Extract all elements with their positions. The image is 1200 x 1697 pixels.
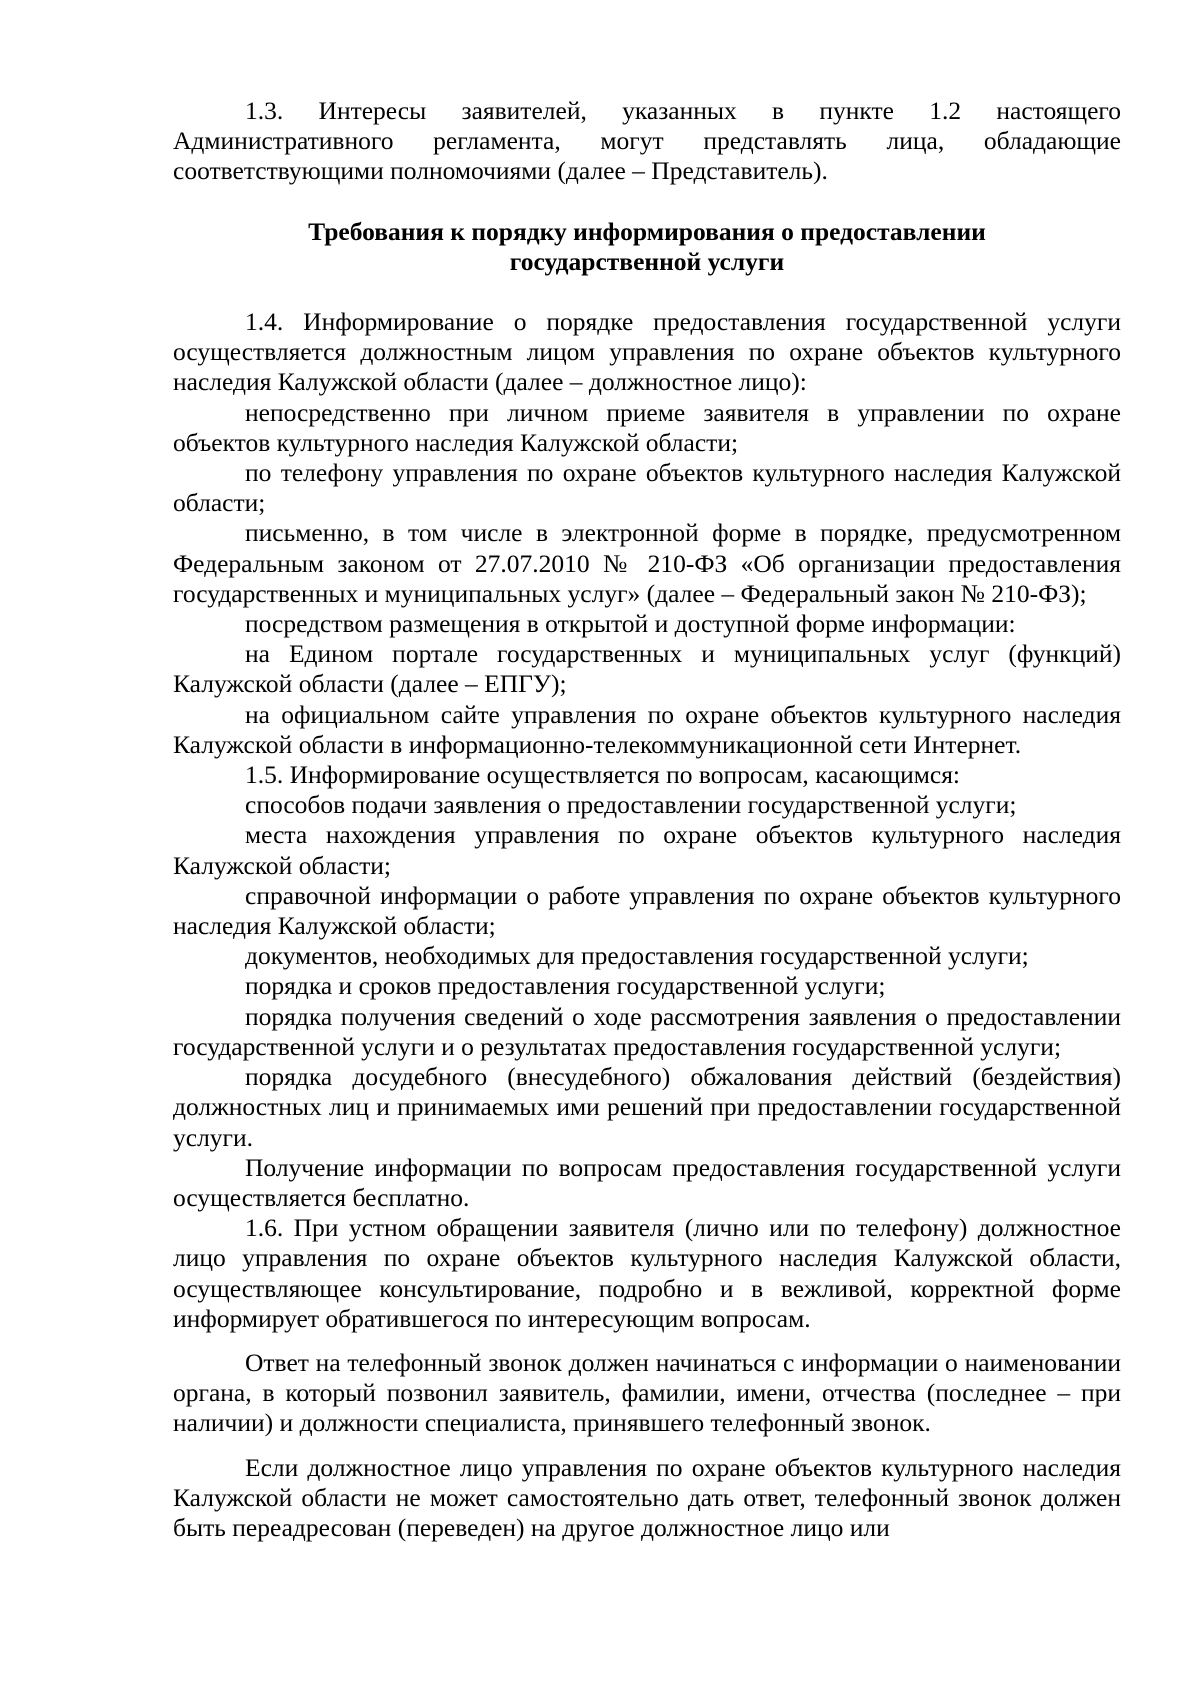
paragraph-free-info: Получение информации по вопросам предоставления государственной услуги осуществляется бесплатно. — [173, 1152, 1121, 1212]
list-item: способов подачи заявления о предоставлении государственной услуги; — [245, 790, 1017, 820]
list-item: непосредственно при личном приеме заявителя в управлении по охране объектов культурного наследия Калужской области; — [173, 397, 1121, 457]
paragraph-1-3: 1.3. Интересы заявителей, указанных в пункте 1.2 настоящего Административного регламента, могут представлять лица, обладающие соответствующими полномочиями (далее – Представитель). — [173, 96, 1121, 186]
list-item: порядка получения сведений о ходе рассмотрения заявления о предоставлении государственной услуги и о результатах предоставления государственной услуги; — [173, 1001, 1121, 1061]
list-item: порядка и сроков предоставления государственной услуги; — [245, 971, 886, 1001]
paragraph-phone-answer: Ответ на телефонный звонок должен начинаться с информации о наименовании органа, в который позвонил заявитель, фамилии, имени, отчества (последнее – при наличии) и должности специалиста, принявшего телефонный звонок. — [173, 1347, 1121, 1438]
paragraph-1-6: 1.6. При устном обращении заявителя (лично или по телефону) должностное лицо управления по охране объектов культурного наследия Калужской области, осуществляющее консультирование, подробно и в вежливой, корректной форме информирует обратившегося по интересующим вопросам. — [173, 1213, 1121, 1333]
main-text — [173, 307, 1121, 1334]
list-item: посредством размещения в открытой и доступной форме информации: — [245, 609, 1016, 639]
list-item: на официальном сайте управления по охране объектов культурного наследия Калужской области в информационно-телекоммуникационной сети Интернет. — [173, 699, 1121, 759]
list-item: по телефону управления по охране объектов культурного наследия Калужской области; — [173, 458, 1121, 518]
list-item: справочной информации о работе управления по охране объектов культурного наследия Калужской области; — [173, 880, 1121, 941]
list-item: документов, необходимых для предоставления государственной услуги; — [245, 941, 1029, 971]
section-heading-line-1: Требования к порядку информирования о предоставлении — [308, 216, 986, 246]
paragraph-call-redirect: Если должностное лицо управления по охране объектов культурного наследия Калужской области не может самостоятельно дать ответ, телефонный звонок должен быть переадресован (переведен) на другое должностное лицо или — [173, 1452, 1121, 1542]
list-item: письменно, в том числе в электронной форме в порядке, предусмотренном Федеральным законом от 27.07.2010 № 210-ФЗ «Об организации предоставления государственных и муниципальных услуг» (далее – Федеральный закон № 210-ФЗ); — [173, 518, 1121, 608]
list-item: на Едином портале государственных и муниципальных услуг (функций) Калужской области (далее – ЕПГУ); — [173, 639, 1121, 699]
paragraph-1-4: 1.4. Информирование о порядке предоставления государственной услуги осуществляется должностным лицом управления по охране объектов культурного наследия Калужской области (далее – должностное лицо): — [173, 307, 1121, 397]
document-page — [173, 96, 1121, 1543]
list-item: места нахождения управления по охране объектов культурного наследия Калужской области; — [173, 820, 1121, 880]
list-item: порядка досудебного (внесудебного) обжалования действий (бездействия) должностных лиц и принимаемых ими решений при предоставлении государственной услуги. — [173, 1062, 1121, 1152]
section-heading-line-2: государственной услуги — [509, 246, 785, 276]
paragraph-1-5: 1.5. Информирование осуществляется по вопросам, касающимся: — [245, 760, 961, 790]
heading-block — [173, 217, 1121, 277]
